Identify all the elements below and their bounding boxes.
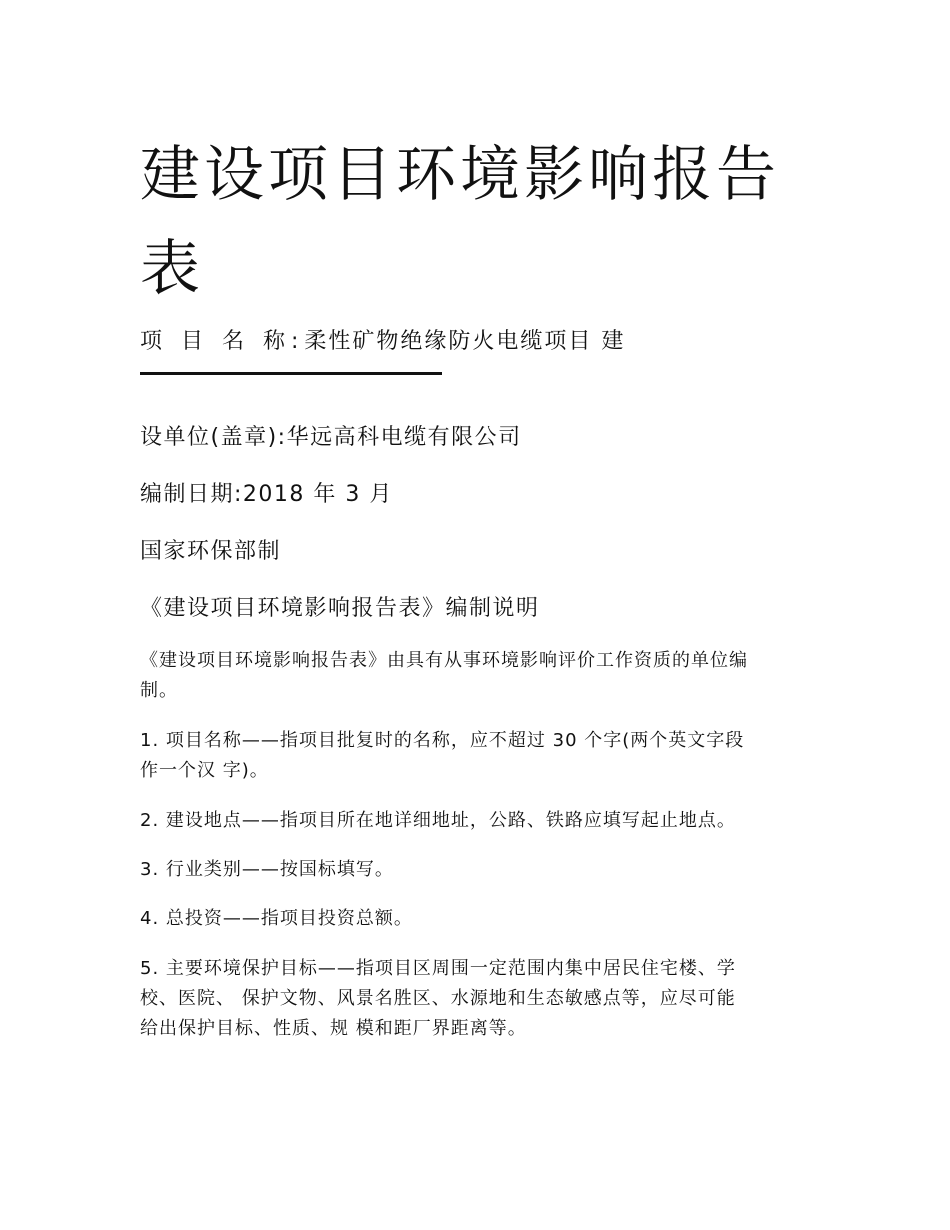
notes-item-5-line-2: 校、医院、 保护文物、风景名胜区、水源地和生态敏感点等，应尽可能 [140, 988, 736, 1009]
notes-item-1 [140, 726, 820, 786]
compile-date-field: 编制日期:2018 年 3 月 [140, 482, 393, 507]
notes-item-3 [140, 855, 820, 885]
document-title [140, 128, 820, 316]
notes-item-5-line-1: 5. 主要环境保护目标——指项目区周围一定范围内集中居民住宅楼、学 [140, 958, 736, 979]
document-title-line-1: 建设项目环境影响报告 [140, 140, 780, 210]
notes-item-5-line-3: 给出保护目标、性质、规 模和距厂界距离等。 [140, 1018, 527, 1039]
construction-unit-field: 设单位(盖章):华远高科电缆有限公司 [140, 425, 522, 450]
project-name-value: 柔性矿物绝缘防火电缆项目 建 [304, 329, 626, 354]
project-name-label: 项 目 名 称: [140, 329, 305, 354]
document-title-line-2: 表 [140, 234, 204, 304]
notes-item-1-line-1: 1. 项目名称——指项目批复时的名称，应不超过 30 个字(两个英文字段 [140, 730, 745, 751]
notes-intro [140, 646, 820, 706]
notes-item-1-line-2: 作一个汉 字)。 [140, 760, 269, 781]
issuer-line: 国家环保部制 [140, 539, 282, 564]
notes-intro-line-1: 《建设项目环境影响报告表》由具有从事环境影响评价工作资质的单位编 [140, 650, 748, 671]
notes-item-2 [140, 806, 820, 836]
notes-item-4 [140, 904, 820, 934]
notes-item-3-line-1: 3. 行业类别——按国标填写。 [140, 859, 394, 880]
notes-intro-line-2: 制。 [140, 680, 178, 701]
notes-item-5 [140, 954, 820, 1044]
project-name-field [140, 322, 820, 362]
notes-item-4-line-1: 4. 总投资——指项目投资总额。 [140, 908, 413, 929]
notes-heading: 《建设项目环境影响报告表》编制说明 [140, 596, 540, 621]
notes-item-2-line-1: 2. 建设地点——指项目所在地详细地址，公路、铁路应填写起止地点。 [140, 810, 736, 831]
project-name-underline [140, 372, 442, 375]
